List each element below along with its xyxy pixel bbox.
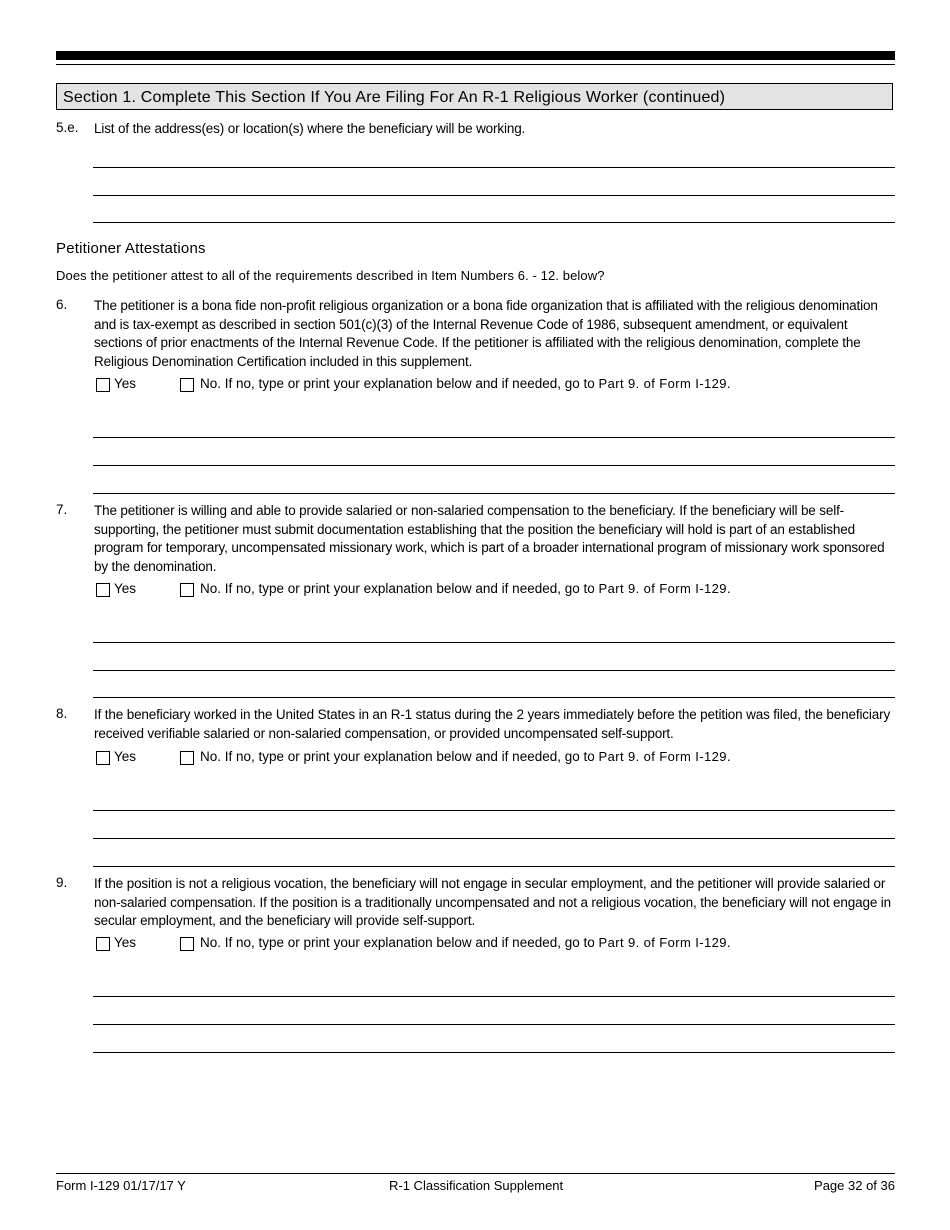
item-7-line-1[interactable]	[93, 642, 895, 643]
item-7-line-3[interactable]	[93, 697, 895, 698]
item-9-number: 9.	[56, 875, 68, 890]
item-9-line-1[interactable]	[93, 996, 895, 997]
item-8-no-checkbox[interactable]	[180, 751, 194, 765]
item-9-yes-label: Yes	[114, 935, 137, 950]
item-6-ref: Part 9. of Form I-129	[598, 376, 727, 391]
item-9-yes-checkbox[interactable]	[96, 937, 110, 951]
footer-supplement: R-1 Classification Supplement	[389, 1178, 564, 1193]
item-9-no-label: No. If no, type or print your explanation below and if needed, go to Part 9. of Form I-129.	[200, 935, 731, 950]
item-7-no-label: No. If no, type or print your explanation below and if needed, go to Part 9. of Form I-129.	[200, 581, 731, 596]
item-8-ref: Part 9. of Form I-129	[598, 749, 727, 764]
item-8-answer-row	[96, 749, 894, 767]
item-5e-text: List of the address(es) or location(s) where the beneficiary will be working.	[94, 121, 526, 136]
footer-page: Page 32 of 36	[814, 1178, 895, 1193]
item-5e-line-3[interactable]	[93, 222, 895, 223]
top-thick-rule	[56, 51, 895, 60]
item-7-text: The petitioner is willing and able to provide salaried or non-salaried compensation to the beneficiary. If the beneficiary will be self-supporting, the petitioner must submit documentation establishing that the position the beneficiary will hold is part of an established program for temporary, uncompensated missionary work, which is part of a broader international program of missionary work sponsored by the denomination.	[94, 503, 885, 575]
item-9-text: If the position is not a religious vocation, the beneficiary will not engage in secular employment, and the petitioner will provide salaried or non-salaried compensation. If the position is a traditionally uncompensated and not a religious vocation, the beneficiary will not engage in secular employment, and the beneficiary will provide self-support.	[94, 876, 892, 929]
item-5e-line-2[interactable]	[93, 195, 895, 196]
item-9-ref: Part 9. of Form I-129	[598, 935, 727, 950]
item-9-answer-row	[96, 935, 894, 953]
item-8-no-label: No. If no, type or print your explanation below and if needed, go to Part 9. of Form I-129.	[200, 749, 731, 764]
item-6-no-checkbox[interactable]	[180, 378, 194, 392]
item-8-text: If the beneficiary worked in the United States in an R-1 status during the 2 years immediately before the petition was filed, the beneficiary received verifiable salaried or non-salaried compensation, or provided uncompensated self-support.	[94, 707, 891, 741]
item-6-answer-row	[96, 376, 894, 394]
footer-form-id: Form I-129 01/17/17 Y	[56, 1178, 186, 1193]
item-6-line-3[interactable]	[93, 493, 895, 494]
item-7-line-2[interactable]	[93, 670, 895, 671]
item-7-no-checkbox[interactable]	[180, 583, 194, 597]
item-7-number: 7.	[56, 502, 68, 517]
item-5e-number: 5.e.	[56, 120, 79, 135]
item-8-yes-checkbox[interactable]	[96, 751, 110, 765]
item-9-line-3[interactable]	[93, 1052, 895, 1053]
section-header: Section 1. Complete This Section If You Are Filing For An R-1 Religious Worker (continued)	[56, 83, 893, 110]
top-thin-rule	[56, 64, 895, 65]
item-8-line-2[interactable]	[93, 838, 895, 839]
footer-rule	[56, 1173, 895, 1174]
item-8-number: 8.	[56, 706, 68, 721]
attestations-question: Does the petitioner attest to all of the requirements described in Item Numbers 6. - 12. below?	[56, 268, 605, 283]
item-6-line-1[interactable]	[93, 437, 895, 438]
item-7-answer-row	[96, 581, 894, 599]
item-5e-line-1[interactable]	[93, 167, 895, 168]
item-8-line-3[interactable]	[93, 866, 895, 867]
item-9-line-2[interactable]	[93, 1024, 895, 1025]
item-6-text: The petitioner is a bona fide non-profit religious organization or a bona fide organization that is affiliated with the religious denomination and is tax-exempt as described in section 501(c)(3) of the Internal Revenue Code of 1986, subsequent amendment, or equivalent sections of prior enactments of the Internal Revenue Code. If the petitioner is affiliated with the religious denomination, complete the Religious Denomination Certification included in this supplement.	[94, 298, 878, 370]
item-8-line-1[interactable]	[93, 810, 895, 811]
item-6-yes-checkbox[interactable]	[96, 378, 110, 392]
item-7-yes-checkbox[interactable]	[96, 583, 110, 597]
item-6-number: 6.	[56, 297, 68, 312]
item-9-no-checkbox[interactable]	[180, 937, 194, 951]
item-8-yes-label: Yes	[114, 749, 137, 764]
item-7-ref: Part 9. of Form I-129	[598, 581, 727, 596]
item-6-no-label: No. If no, type or print your explanation below and if needed, go to Part 9. of Form I-129.	[200, 376, 731, 391]
attestations-title: Petitioner Attestations	[56, 240, 206, 257]
item-6-line-2[interactable]	[93, 465, 895, 466]
item-7-yes-label: Yes	[114, 581, 137, 596]
item-6-yes-label: Yes	[114, 376, 137, 391]
